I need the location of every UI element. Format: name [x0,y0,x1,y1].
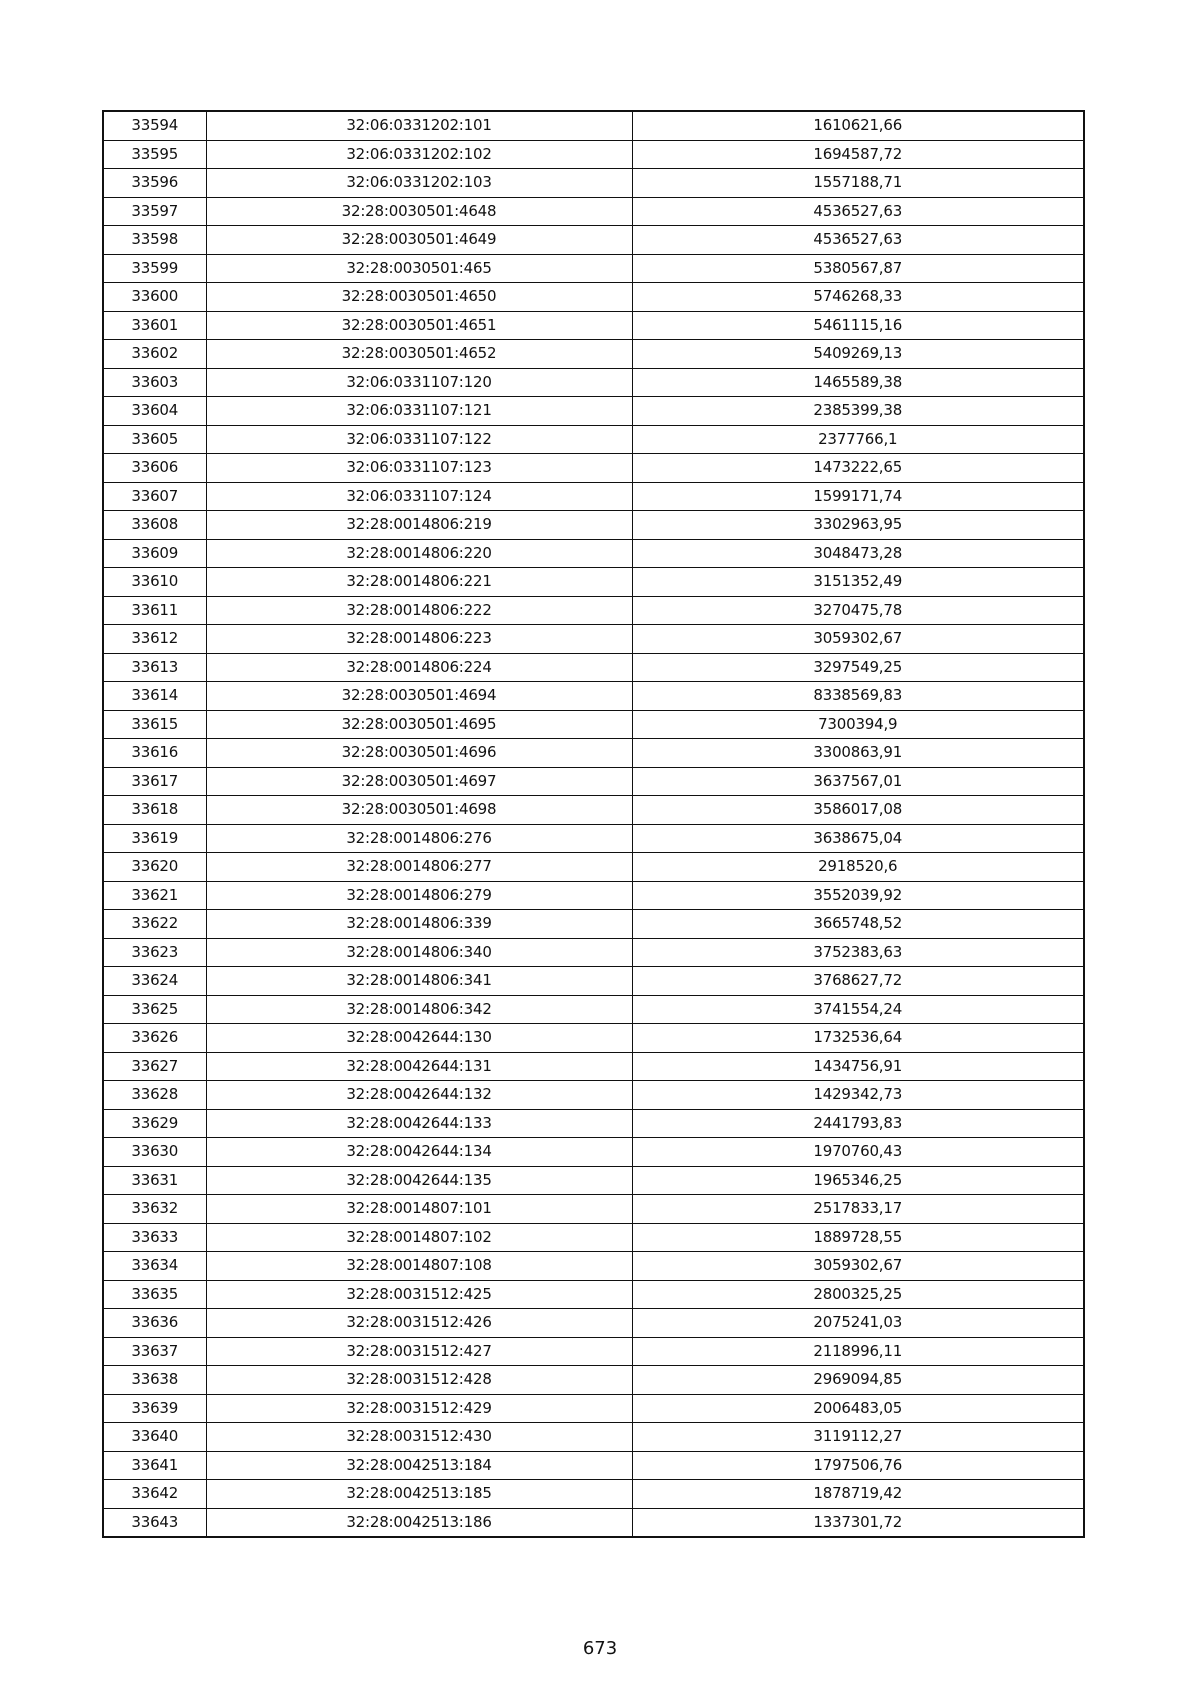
row-number-cell: 33601 [103,311,206,340]
cadastral-value-cell: 2517833,17 [632,1195,1084,1224]
row-number-cell: 33607 [103,482,206,511]
cadastral-value-cell: 3059302,67 [632,625,1084,654]
cadastral-number-cell: 32:06:0331202:103 [206,169,632,198]
cadastral-number-cell: 32:28:0030501:4698 [206,796,632,825]
cadastral-number-cell: 32:28:0042644:134 [206,1138,632,1167]
table-row [103,226,1084,255]
table-row [103,169,1084,198]
cadastral-value-cell: 1434756,91 [632,1052,1084,1081]
cadastral-number-cell: 32:28:0014806:220 [206,539,632,568]
row-number-cell: 33594 [103,111,206,140]
cadastral-value-cell: 1599171,74 [632,482,1084,511]
table-row [103,140,1084,169]
row-number-cell: 33604 [103,397,206,426]
cadastral-value-cell: 3741554,24 [632,995,1084,1024]
row-number-cell: 33602 [103,340,206,369]
table-row [103,967,1084,996]
row-number-cell: 33624 [103,967,206,996]
cadastral-number-cell: 32:28:0042644:135 [206,1166,632,1195]
row-number-cell: 33643 [103,1508,206,1537]
cadastral-number-cell: 32:28:0042513:185 [206,1480,632,1509]
table-row [103,853,1084,882]
cadastral-value-cell: 2441793,83 [632,1109,1084,1138]
row-number-cell: 33627 [103,1052,206,1081]
cadastral-number-cell: 32:28:0031512:425 [206,1280,632,1309]
cadastral-value-cell: 3638675,04 [632,824,1084,853]
cadastral-value-cell: 5380567,87 [632,254,1084,283]
row-number-cell: 33597 [103,197,206,226]
cadastral-value-cell: 2075241,03 [632,1309,1084,1338]
row-number-cell: 33640 [103,1423,206,1452]
row-number-cell: 33623 [103,938,206,967]
cadastral-value-cell: 3119112,27 [632,1423,1084,1452]
cadastral-value-cell: 3637567,01 [632,767,1084,796]
table-row [103,368,1084,397]
cadastral-number-cell: 32:28:0042644:133 [206,1109,632,1138]
cadastral-number-cell: 32:28:0030501:4694 [206,682,632,711]
cadastral-number-cell: 32:28:0031512:430 [206,1423,632,1452]
cadastral-value-cell: 2800325,25 [632,1280,1084,1309]
table-row [103,1508,1084,1537]
cadastral-number-cell: 32:28:0014807:102 [206,1223,632,1252]
cadastral-value-cell: 3048473,28 [632,539,1084,568]
row-number-cell: 33596 [103,169,206,198]
cadastral-number-cell: 32:28:0042644:131 [206,1052,632,1081]
cadastral-value-cell: 3300863,91 [632,739,1084,768]
table-row [103,568,1084,597]
table-body [103,111,1084,1537]
cadastral-value-cell: 5746268,33 [632,283,1084,312]
cadastral-value-cell: 3552039,92 [632,881,1084,910]
row-number-cell: 33636 [103,1309,206,1338]
cadastral-value-cell: 1337301,72 [632,1508,1084,1537]
row-number-cell: 33621 [103,881,206,910]
cadastral-number-cell: 32:06:0331107:120 [206,368,632,397]
table-row [103,1309,1084,1338]
row-number-cell: 33635 [103,1280,206,1309]
table-row [103,938,1084,967]
row-number-cell: 33600 [103,283,206,312]
row-number-cell: 33606 [103,454,206,483]
table-row [103,1394,1084,1423]
cadastral-number-cell: 32:28:0014806:279 [206,881,632,910]
row-number-cell: 33630 [103,1138,206,1167]
cadastral-number-cell: 32:06:0331107:123 [206,454,632,483]
table-row [103,739,1084,768]
table-row [103,283,1084,312]
table-row [103,1138,1084,1167]
cadastral-number-cell: 32:28:0014807:101 [206,1195,632,1224]
row-number-cell: 33605 [103,425,206,454]
row-number-cell: 33634 [103,1252,206,1281]
cadastral-number-cell: 32:28:0014806:276 [206,824,632,853]
cadastral-number-cell: 32:28:0014806:222 [206,596,632,625]
cadastral-value-cell: 3752383,63 [632,938,1084,967]
cadastral-number-cell: 32:28:0031512:427 [206,1337,632,1366]
row-number-cell: 33618 [103,796,206,825]
table-row [103,197,1084,226]
cadastral-value-cell: 1465589,38 [632,368,1084,397]
row-number-cell: 33599 [103,254,206,283]
cadastral-value-cell: 1473222,65 [632,454,1084,483]
cadastral-number-cell: 32:28:0030501:465 [206,254,632,283]
cadastral-value-cell: 7300394,9 [632,710,1084,739]
table-row [103,1109,1084,1138]
cadastral-number-cell: 32:28:0030501:4652 [206,340,632,369]
table-row [103,767,1084,796]
cadastral-value-cell: 2385399,38 [632,397,1084,426]
row-number-cell: 33622 [103,910,206,939]
cadastral-number-cell: 32:28:0014806:219 [206,511,632,540]
cadastral-number-cell: 32:06:0331107:121 [206,397,632,426]
table-row [103,482,1084,511]
table-row [103,1081,1084,1110]
cadastral-number-cell: 32:28:0030501:4648 [206,197,632,226]
table-row [103,397,1084,426]
cadastral-number-cell: 32:28:0042513:186 [206,1508,632,1537]
cadastral-number-cell: 32:28:0014806:341 [206,967,632,996]
cadastral-value-cell: 2118996,11 [632,1337,1084,1366]
row-number-cell: 33632 [103,1195,206,1224]
table-row [103,625,1084,654]
table-row [103,1451,1084,1480]
row-number-cell: 33625 [103,995,206,1024]
cadastral-number-cell: 32:06:0331107:122 [206,425,632,454]
table-row [103,1024,1084,1053]
cadastral-number-cell: 32:28:0014806:221 [206,568,632,597]
cadastral-value-cell: 1429342,73 [632,1081,1084,1110]
cadastral-number-cell: 32:06:0331107:124 [206,482,632,511]
row-number-cell: 33614 [103,682,206,711]
cadastral-number-cell: 32:28:0030501:4695 [206,710,632,739]
cadastral-value-cell: 5461115,16 [632,311,1084,340]
cadastral-number-cell: 32:06:0331202:101 [206,111,632,140]
cadastral-value-cell: 8338569,83 [632,682,1084,711]
cadastral-value-cell: 1878719,42 [632,1480,1084,1509]
row-number-cell: 33633 [103,1223,206,1252]
row-number-cell: 33598 [103,226,206,255]
row-number-cell: 33616 [103,739,206,768]
cadastral-number-cell: 32:28:0031512:428 [206,1366,632,1395]
table-row [103,1195,1084,1224]
cadastral-number-cell: 32:28:0042513:184 [206,1451,632,1480]
table-row [103,1166,1084,1195]
table-row [103,311,1084,340]
row-number-cell: 33603 [103,368,206,397]
row-number-cell: 33629 [103,1109,206,1138]
cadastral-number-cell: 32:28:0031512:426 [206,1309,632,1338]
cadastral-number-cell: 32:28:0030501:4650 [206,283,632,312]
cadastral-value-cell: 3151352,49 [632,568,1084,597]
cadastral-value-cell: 1965346,25 [632,1166,1084,1195]
cadastral-value-cell: 2969094,85 [632,1366,1084,1395]
table-row [103,796,1084,825]
cadastral-value-cell: 2006483,05 [632,1394,1084,1423]
cadastral-number-cell: 32:28:0042644:130 [206,1024,632,1053]
row-number-cell: 33595 [103,140,206,169]
cadastral-number-cell: 32:28:0042644:132 [206,1081,632,1110]
row-number-cell: 33612 [103,625,206,654]
row-number-cell: 33611 [103,596,206,625]
table-row [103,710,1084,739]
table-row [103,1252,1084,1281]
cadastral-value-cell: 1889728,55 [632,1223,1084,1252]
cadastral-value-table [102,110,1085,1538]
cadastral-number-cell: 32:28:0014806:277 [206,853,632,882]
cadastral-value-cell: 3586017,08 [632,796,1084,825]
table-row [103,1366,1084,1395]
table-row [103,454,1084,483]
cadastral-number-cell: 32:28:0014806:342 [206,995,632,1024]
table-row [103,425,1084,454]
table-row [103,1423,1084,1452]
cadastral-number-cell: 32:28:0014806:223 [206,625,632,654]
row-number-cell: 33615 [103,710,206,739]
table-row [103,881,1084,910]
row-number-cell: 33619 [103,824,206,853]
cadastral-value-cell: 4536527,63 [632,197,1084,226]
cadastral-value-cell: 4536527,63 [632,226,1084,255]
table-row [103,1223,1084,1252]
cadastral-number-cell: 32:28:0014806:224 [206,653,632,682]
cadastral-number-cell: 32:28:0031512:429 [206,1394,632,1423]
row-number-cell: 33642 [103,1480,206,1509]
table-row [103,340,1084,369]
cadastral-value-cell: 2377766,1 [632,425,1084,454]
table-row [103,1052,1084,1081]
cadastral-value-cell: 5409269,13 [632,340,1084,369]
table-row [103,596,1084,625]
cadastral-number-cell: 32:06:0331202:102 [206,140,632,169]
row-number-cell: 33610 [103,568,206,597]
row-number-cell: 33608 [103,511,206,540]
table-row [103,111,1084,140]
cadastral-value-cell: 3297549,25 [632,653,1084,682]
cadastral-value-cell: 3059302,67 [632,1252,1084,1281]
table-row [103,1280,1084,1309]
row-number-cell: 33628 [103,1081,206,1110]
cadastral-value-cell: 3665748,52 [632,910,1084,939]
row-number-cell: 33637 [103,1337,206,1366]
table-row [103,995,1084,1024]
cadastral-value-cell: 1610621,66 [632,111,1084,140]
table-row [103,254,1084,283]
cadastral-number-cell: 32:28:0030501:4649 [206,226,632,255]
table-row [103,539,1084,568]
cadastral-value-cell: 1732536,64 [632,1024,1084,1053]
table-row [103,1480,1084,1509]
row-number-cell: 33617 [103,767,206,796]
page-number: 673 [582,1638,618,1659]
cadastral-number-cell: 32:28:0014806:340 [206,938,632,967]
cadastral-value-cell: 1797506,76 [632,1451,1084,1480]
row-number-cell: 33639 [103,1394,206,1423]
cadastral-number-cell: 32:28:0014807:108 [206,1252,632,1281]
cadastral-number-cell: 32:28:0030501:4651 [206,311,632,340]
cadastral-value-cell: 1970760,43 [632,1138,1084,1167]
table-row [103,824,1084,853]
table-row [103,511,1084,540]
row-number-cell: 33638 [103,1366,206,1395]
cadastral-value-cell: 1694587,72 [632,140,1084,169]
cadastral-number-cell: 32:28:0030501:4696 [206,739,632,768]
cadastral-value-cell: 3302963,95 [632,511,1084,540]
row-number-cell: 33609 [103,539,206,568]
table-row [103,910,1084,939]
table-row [103,653,1084,682]
row-number-cell: 33641 [103,1451,206,1480]
cadastral-number-cell: 32:28:0030501:4697 [206,767,632,796]
cadastral-value-cell: 1557188,71 [632,169,1084,198]
row-number-cell: 33626 [103,1024,206,1053]
cadastral-value-cell: 2918520,6 [632,853,1084,882]
cadastral-value-cell: 3768627,72 [632,967,1084,996]
table-row [103,1337,1084,1366]
row-number-cell: 33620 [103,853,206,882]
cadastral-value-cell: 3270475,78 [632,596,1084,625]
table-row [103,682,1084,711]
cadastral-number-cell: 32:28:0014806:339 [206,910,632,939]
row-number-cell: 33613 [103,653,206,682]
row-number-cell: 33631 [103,1166,206,1195]
